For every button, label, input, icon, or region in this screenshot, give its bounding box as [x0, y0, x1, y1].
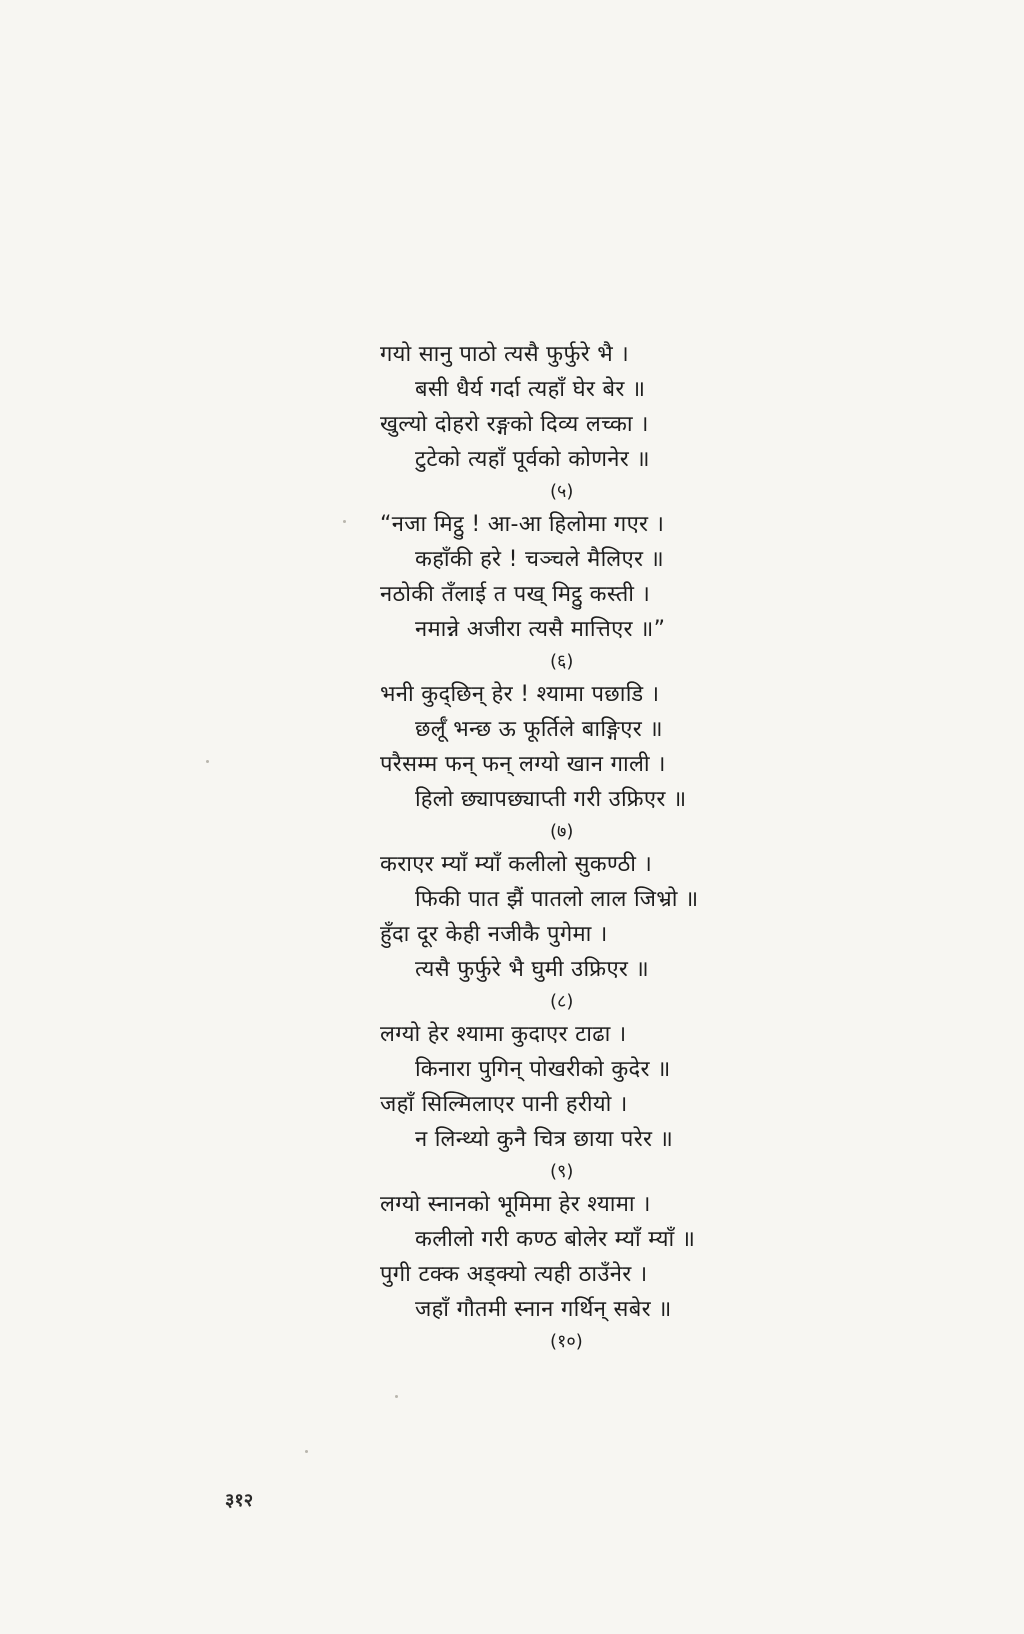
verse-line: कलीलो गरी कण्ठ बोलेर म्याँ म्याँ ॥	[415, 1227, 696, 1252]
verse-line: भनी कुद्छिन् हेर ! श्यामा पछाडि ।	[380, 682, 660, 707]
stanza-number: (८)	[550, 991, 574, 1012]
verse-line: जहाँ सिल्मिलाएर पानी हरीयो ।	[380, 1092, 628, 1117]
stanza-number: (५)	[550, 481, 574, 502]
stanza-number: (९)	[550, 1161, 574, 1182]
stanza	[380, 507, 810, 677]
stanza	[380, 1187, 810, 1357]
stanza	[380, 847, 810, 1017]
paper-speck	[206, 760, 209, 763]
verse-line: हिलो छ्यापछ्याप्ती गरी उफ्रिएर ॥	[415, 787, 687, 812]
verse-line: हुँदा दूर केही नजीकै पुगेमा ।	[380, 922, 608, 947]
verse-line: न लिन्थ्यो कुनै चित्र छाया परेर ॥	[415, 1127, 674, 1152]
stanza	[380, 1017, 810, 1187]
stanza-number: (७)	[550, 821, 574, 842]
verse-line: “नजा मिट्ठु ! आ-आ हिलोमा गएर ।	[380, 512, 665, 537]
verse-line: पुगी टक्क अड्क्यो त्यही ठाउँनेर ।	[380, 1262, 648, 1287]
stanza-number: (१०)	[550, 1331, 583, 1352]
verse-line: जहाँ गौतमी स्नान गर्थिन् सबेर ॥	[415, 1297, 672, 1322]
verse-line: बसी धैर्य गर्दा त्यहाँ घेर बेर ॥	[415, 377, 646, 402]
verse-line: नमान्ने अजीरा त्यसै मात्तिएर ॥”	[415, 617, 666, 642]
verse-line: छर्लूँ भन्छ ऊ फूर्तिले बाङ्गिएर ॥	[415, 717, 663, 742]
paper-speck	[395, 1395, 398, 1398]
paper-speck	[305, 1450, 308, 1453]
verse-line: टुटेको त्यहाँ पूर्वको कोणनेर ॥	[415, 447, 650, 472]
verse-line: गयो सानु पाठो त्यसै फुर्फुरे भै ।	[380, 342, 629, 367]
paper-speck	[343, 520, 346, 523]
verse-line: खुल्यो दोहरो रङ्गको दिव्य लच्का ।	[380, 412, 649, 437]
stanza	[380, 337, 810, 507]
verse-line: किनारा पुगिन् पोखरीको कुदेर ॥	[415, 1057, 671, 1082]
stanza-number: (६)	[550, 651, 574, 672]
stanza	[380, 677, 810, 847]
verse-line: कहाँकी हरे ! चञ्चले मैलिएर ॥	[415, 547, 665, 572]
page-number: ३१२	[225, 1490, 254, 1511]
verse-line: त्यसै फुर्फुरे भै घुमी उफ्रिएर ॥	[415, 957, 649, 982]
verse-line: कराएर म्याँ म्याँ कलीलो सुकण्ठी ।	[380, 852, 653, 877]
verse-line: परैसम्म फन् फन् लग्यो खान गाली ।	[380, 752, 666, 777]
verse-line: फिकी पात झैं पातलो लाल जिभ्रो ॥	[415, 887, 699, 912]
verse-line: लग्यो स्नानको भूमिमा हेर श्यामा ।	[380, 1192, 651, 1217]
verse-line: नठोकी तँलाई त पख् मिट्ठु कस्ती ।	[380, 582, 651, 607]
poem	[380, 337, 810, 1357]
verse-line: लग्यो हेर श्यामा कुदाएर टाढा ।	[380, 1022, 627, 1047]
